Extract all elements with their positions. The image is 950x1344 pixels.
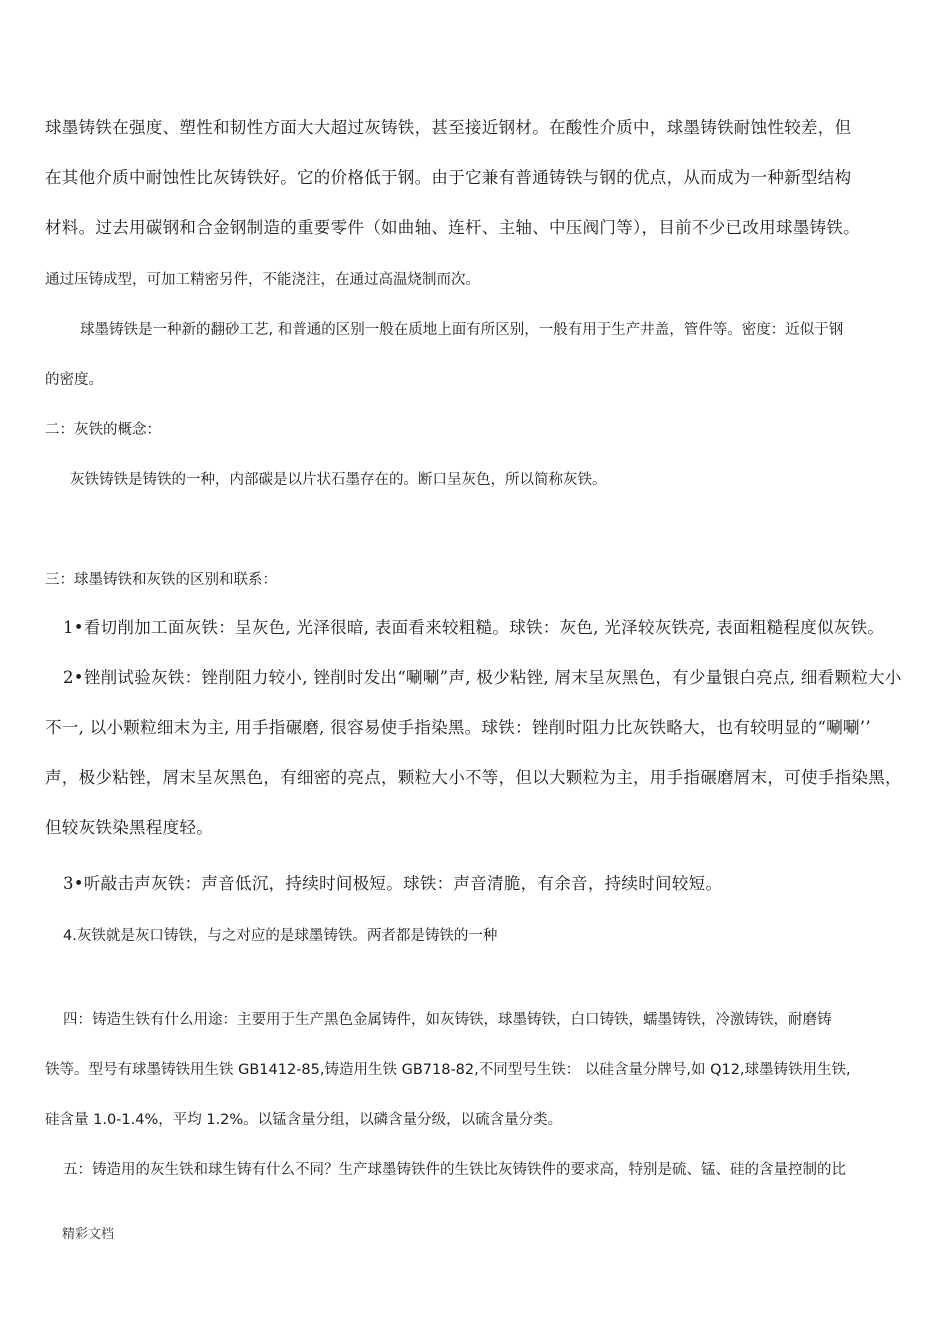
paragraph-line: 球墨铸铁在强度、塑性和韧性方面大大超过灰铸铁，甚至接近钢材。在酸性介质中，球墨铸铁耐蚀性较差，但 <box>45 118 852 137</box>
paragraph-line: 四：铸造生铁有什么用途：主要用于生产黑色金属铸件，如灰铸铁，球墨铸铁，白口铸铁，蠕墨铸铁，冷激铸铁，耐磨铸 <box>63 1012 832 1028</box>
paragraph-line: 五：铸造用的灰生铁和球生铸有什么不同？生产球墨铸铁件的生铁比灰铸铁件的要求高，特别是硫、锰、硅的含量控制的比 <box>63 1162 846 1178</box>
paragraph-line: 通过压铸成型，可加工精密另件，不能浇注，在通过高温烧制而次。 <box>45 272 480 288</box>
paragraph-line: 的密度。 <box>45 372 103 388</box>
list-item-line: 声，极少粘锉，屑末呈灰黑色，有细密的亮点，颗粒大小不等，但以大颗粒为主，用手指碾磨屑末，可使手指染黑， <box>45 768 902 787</box>
paragraph-line: 在其他介质中耐蚀性比灰铸铁好。它的价格低于钢。由于它兼有普通铸铁与钢的优点，从而成为一种新型结构 <box>45 168 852 187</box>
paragraph-line: 球墨铸铁是一种新的翻砂工艺, 和普通的区别一般在质地上面有所区别，一般有用于生产井盖，管件等。密度：近似于钢 <box>80 322 844 338</box>
list-item-line: 4.灰铁就是灰口铸铁，与之对应的是球墨铸铁。两者都是铸铁的一种 <box>63 928 498 944</box>
paragraph-line: 灰铁铸铁是铸铁的一种，内部碳是以片状石墨存在的。断口呈灰色，所以简称灰铁。 <box>70 472 607 488</box>
paragraph-line: 硅含量 1.0-1.4%，平均 1.2%。以锰含量分组，以磷含量分级，以硫含量分类。 <box>45 1112 563 1128</box>
list-item-line: 3•听敲击声灰铁：声音低沉，持续时间极短。球铁：声音清脆，有余音，持续时间较短。 <box>63 874 723 893</box>
list-item-line: 1•看切削加工面灰铁：呈灰色, 光泽很暗, 表面看来较粗糙。球铁：灰色, 光泽较灰铁亮, 表面粗糙程度似灰铁。 <box>63 618 885 637</box>
list-item-line: 但较灰铁染黑程度轻。 <box>45 818 213 837</box>
section-heading: 三：球墨铸铁和灰铁的区别和联系： <box>45 572 277 588</box>
paragraph-line: 材料。过去用碳钢和合金钢制造的重要零件（如曲轴、连杆、主轴、中压阀门等），目前不少已改用球墨铸铁。 <box>45 218 860 237</box>
page-footer: 精彩文档 <box>62 1227 115 1242</box>
section-heading: 二：灰铁的概念： <box>45 422 161 438</box>
paragraph-line: 铁等。型号有球墨铸铁用生铁 GB1412-85,铸造用生铁 GB718-82,不同型号生铁： 以硅含量分牌号,如 Q12,球墨铸铁用生铁, <box>45 1062 851 1078</box>
list-item-line: 不一, 以小颗粒细末为主, 用手指碾磨, 很容易使手指染黑。球铁：锉削时阻力比灰铁略大，也有较明显的“唰唰’’ <box>45 718 871 737</box>
list-item-line: 2•锉削试验灰铁：锉削阻力较小, 锉削时发出“唰唰”声, 极少粘锉, 屑末呈灰黑色，有少量银白亮点, 细看颗粒大小 <box>63 668 902 687</box>
